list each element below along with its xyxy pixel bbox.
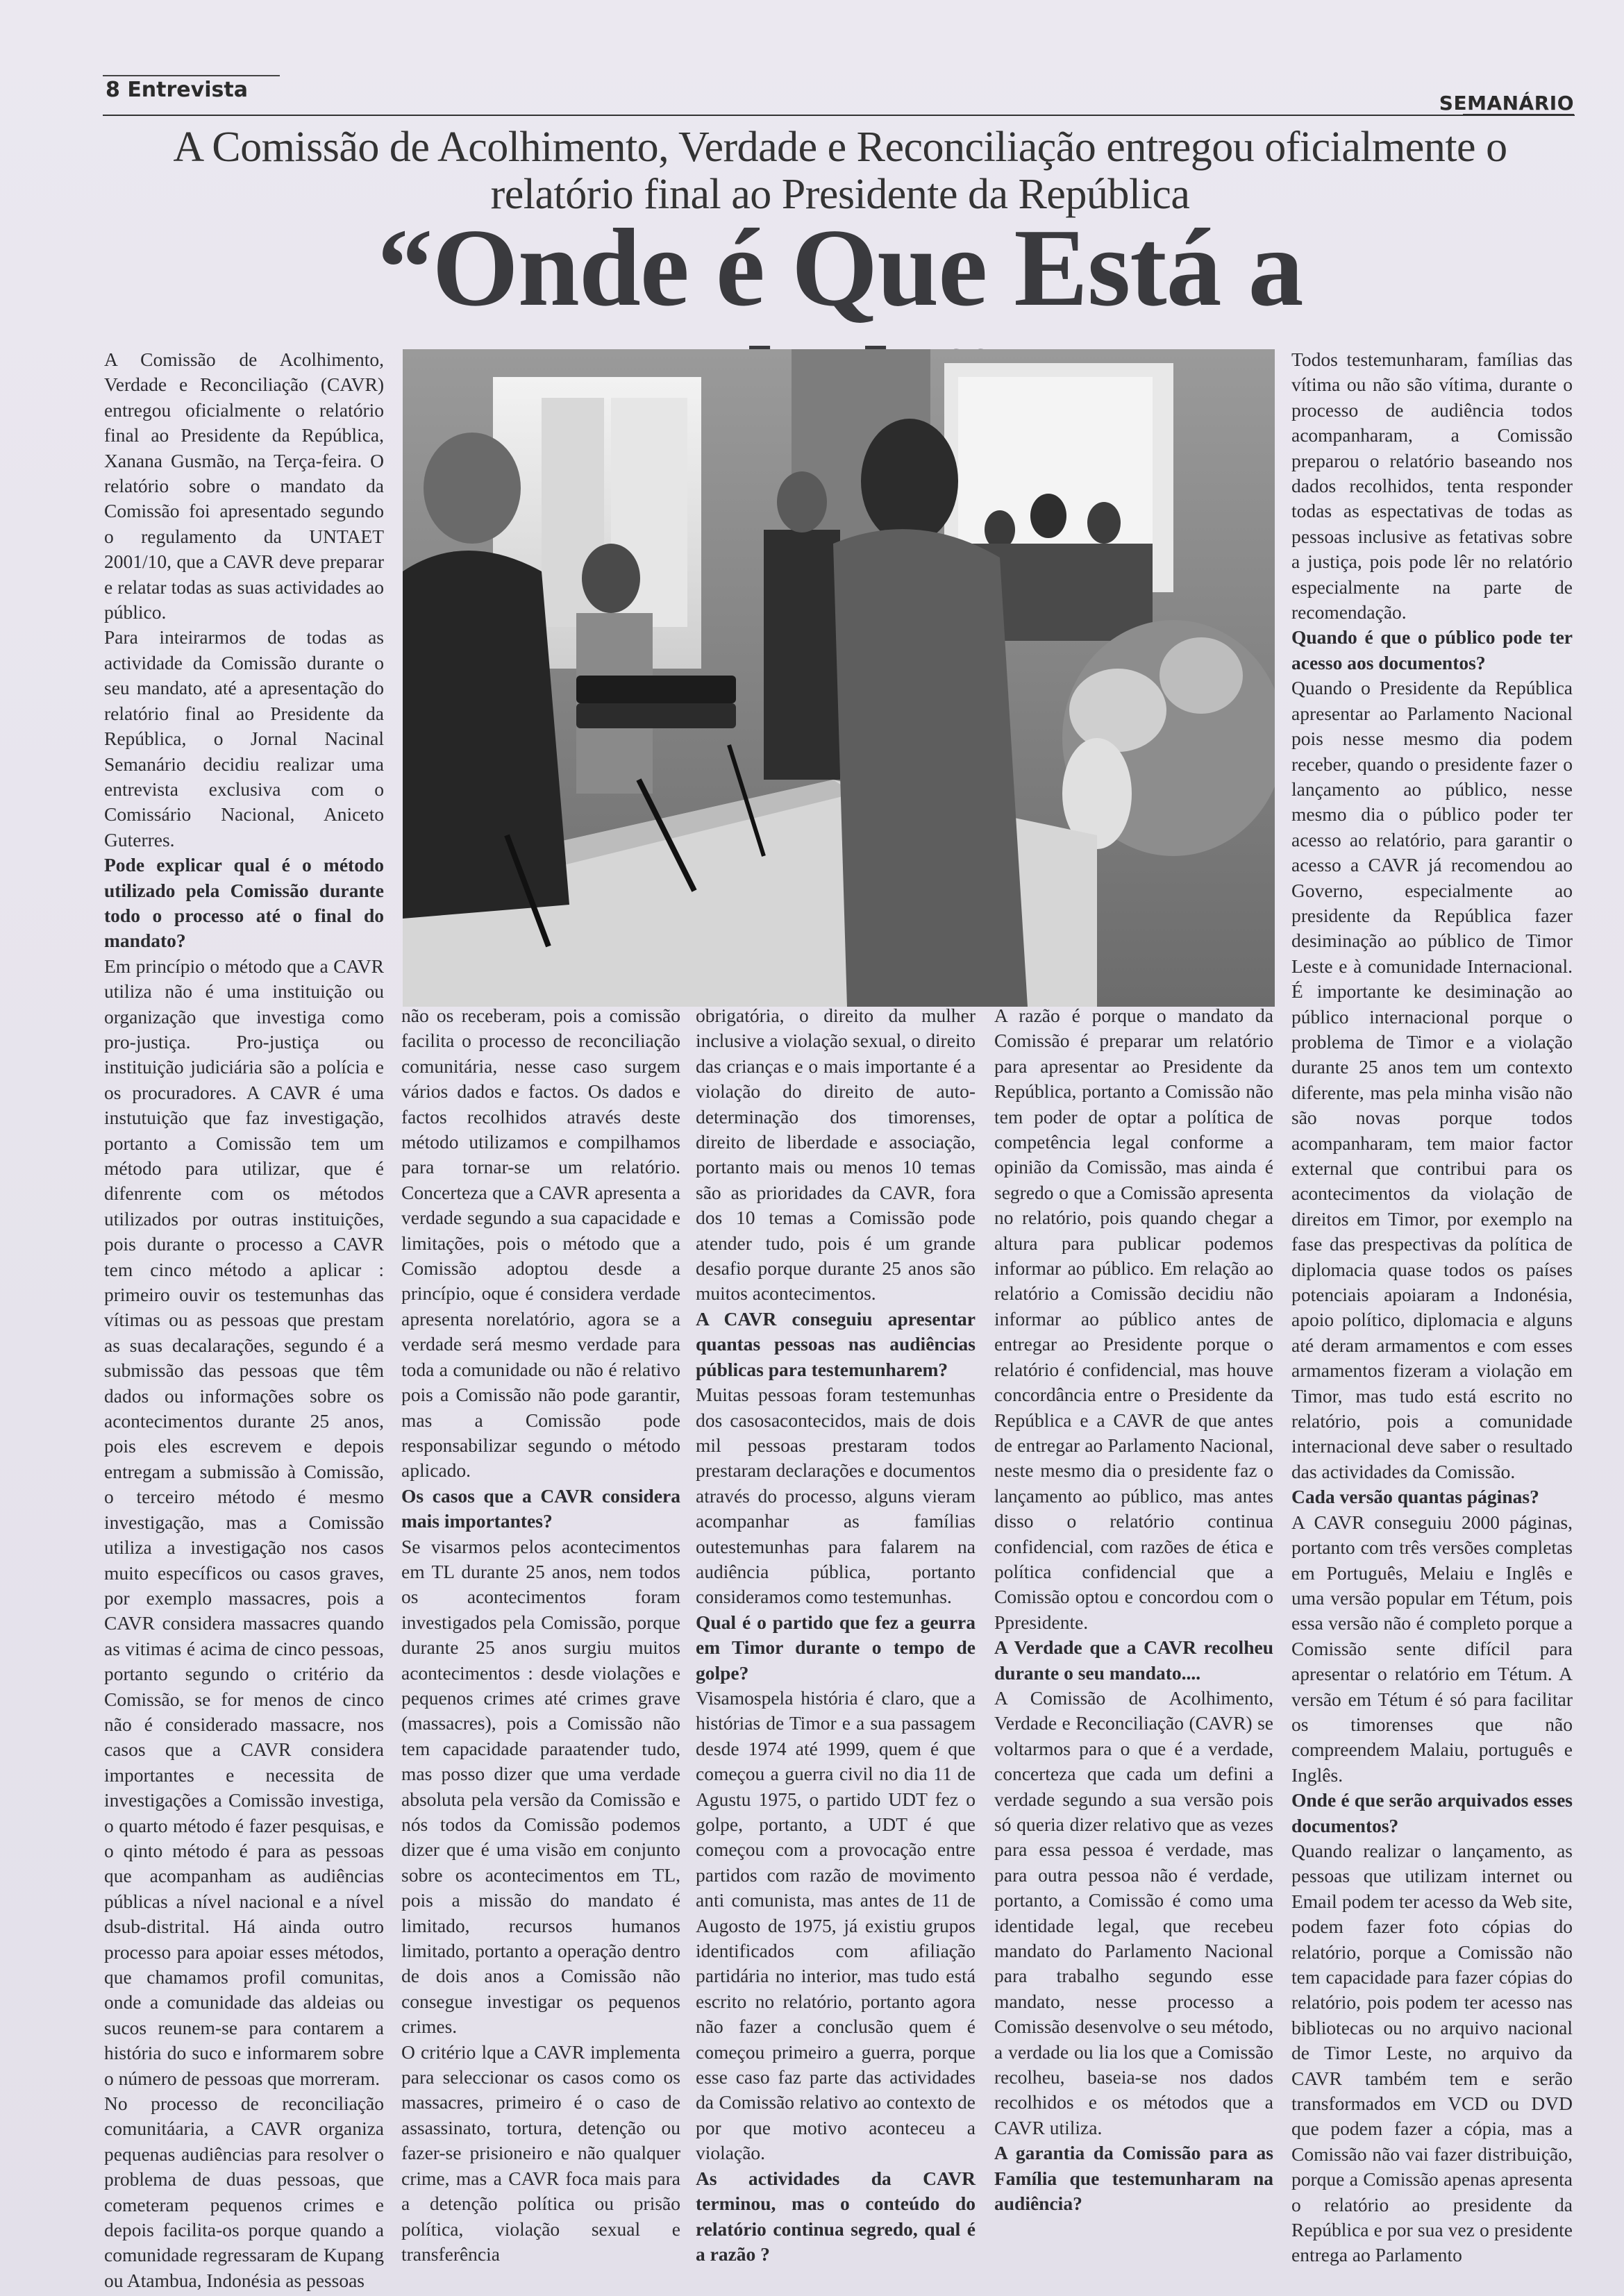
interview-question: Cada versão quantas páginas?: [1291, 1486, 1539, 1508]
header-divider-short: [103, 75, 280, 76]
article-column-5: [1291, 347, 1573, 2268]
article-column-4: [994, 1003, 1273, 2217]
article-paragraph: A razão é porque o mandato da Comissão é preparar um relatório para apresentar ao Presidente da República, portanto a Comissão não tem poder de optar a política de competência legal conforme a opinião da Comissão, mas ainda é segredo o que a Comissão apresenta no relatório, pois quando chegar a altura para publicar podemos informar ao público. Em relação ao relatório a Comissão decidiu não informar ao público antes de entregar ao Presidente porque o relatório é confidencial, mas houve concordância entre o Presidente da República e a CAVR de que antes de entregar ao Parlamento Nacional, neste mesmo dia o presidente faz o lançamento ao público, mas antes disso o relatório continua confidencial, com razões de ética e política confidencial que a Comissão optou e concordou com o Ppresidente.: [994, 1005, 1273, 1633]
article-column-1: [104, 347, 384, 2293]
interview-question: As actividades da CAVR terminou, mas o conteúdo do relatório continua segredo, qual é a razão ?: [696, 2167, 976, 2265]
interview-question: A Verdade que a CAVR recolheu durante o seu mandato....: [994, 1636, 1273, 1684]
article-paragraph: A Comissão de Acolhimento, Verdade e Reconciliação (CAVR) se voltarmos para o que é a verdade, concerteza que cada um defini a verdade segundo a sua versão pois só queria dizer relativo que as vezes para essa pessoa é verdade, mas para outra pessoa não é verdade, portanto, a Comissão é como uma identidade legal, que recebeu mandato do Parlamento Nacional para trabalho segundo esse mandato, nesse processo a Comissão desenvolve o seu método, a verdade ou lia los que a Comissão recolheu, baseia-se nos dados recolhidos e os métodos que a CAVR utiliza.: [994, 1686, 1273, 2138]
ceremony-photo: [403, 349, 1275, 1007]
article-paragraph: não os receberam, pois a comissão facilita o processo de reconciliação comunitária, nesse caso surgem vários dados e factos. Os dados e factos recolhidos através deste método utilizamos e compilhamos para tornar-se um relatório. Concerteza que a CAVR apresenta a verdade segundo a sua capacidade e limitações, pois o método que a Comissão adoptou desde a princípio, oque é considera verdade apresenta norelatório, agora se a verdade será mesmo verdade para toda a comunidade ou não é relativo pois a Comissão não pode garantir, mas a Comissão pode responsabilizar segundo o método aplicado.: [401, 1005, 680, 1482]
subheadline: A Comissão de Acolhimento, Verdade e Reconciliação entregou oficialmente o relatório final ao Presidente da República: [173, 124, 1507, 218]
article-column-2: [401, 1003, 680, 2267]
masthead: SEMANÁRIO: [1439, 92, 1574, 115]
article-paragraph: Em princípio o método que a CAVR utiliza não é uma instituição ou organização que investiga como pro-justiça. Pro-justiça ou instituição judiciária são a polícia e os procuradores. A CAVR é uma instutuição que faz investigação, portanto a Comissão tem um método para utilizar, que é difenrente com os métodos utilizados por outras instituições, pois durante o processo a CAVR tem cinco método a aplicar : primeiro ouvir os testemunhas das vítimas ou as pessoas que prestam as suas decalarações, segundo é a submissão das pessoas que têm dados ou informações sobre os acontecimentos durante 25 anos, pois eles escrevem e depois entregam a submissão à Comissão, o terceiro método é mesmo investigação, mas a Comissão utiliza a investigação nos casos muito específicos ou casos graves, por exemplo massacres, pois a CAVR considera massacres quando as vitimas é acima de cinco pessoas, portanto segundo o critério da Comissão, se for menos de cinco não é considerado massacre, nos casos que a CAVR considera importantes e necessita de investigações a Comissão investiga, o quarto método é fazer pesquisas, e o qinto método é para as pessoas que acompanham as audiências públicas a nível nacional e a nível dsub-distrital. Há ainda outro processo para apoiar esses métodos, que chamamos profil comunitas, onde a comunidade das aldeias ou sucos reunem-se para contarem a história do suco e informarem sobre o número de pessoas que morreram.: [104, 955, 384, 2089]
interview-question: Quando é que o público pode ter acesso aos documentos?: [1291, 626, 1573, 673]
article-paragraph: No processo de reconciliação comunitáaria, a CAVR organiza pequenas audiências para resolver o problema de duas pessoas, que cometeram pequenos crimes e depois facilita-os porque quando a comunidade regressaram de Kupang ou Atambua, Indonésia as pessoas: [104, 2093, 384, 2291]
header-rule: [103, 115, 1575, 116]
interview-question: Onde é que serão arquivados esses documentos?: [1291, 1789, 1573, 1836]
article-paragraph: A CAVR conseguiu 2000 páginas, portanto com três versões completas em Português, Melaiu e Inglês e uma versão popular em Tétum, pois essa versão não é completo porque a Comissão sente difícil para apresentar o relatório em Tétum. A versão em Tétum é só para facilitar os timorenses que não compreendem Malaiu, português e Inglês.: [1291, 1511, 1573, 1786]
interview-question: Qual é o partido que fez a geurra em Timor durante o tempo de golpe?: [696, 1611, 976, 1684]
interview-question: A CAVR conseguiu apresentar quantas pessoas nas audiências públicas para testemunharem?: [696, 1307, 976, 1380]
article-paragraph: Todos testemunharam, famílias das vítima ou não são vítima, durante o processo de audiência todos acompanharam, a Comissão preparou o relatório baseando nos dados recolhidos, tenta responder todas as espectativas de todas as pessoas inclusive as fetativas sobre a justiça, pois pode lêr no relatório especialmente na parte de recomendação.: [1291, 349, 1573, 623]
article-paragraph: Quando o Presidente da República apresentar ao Parlamento Nacional pois nesse mesmo dia podem receber, quando o presidente fazer o lançamento ao público, nesse mesmo dia o público poder ter acesso ao relatório, para garantir o acesso a CAVR já recomendou ao Governo, especialmente ao presidente da República fazer desiminação ao público de Timor Leste e à comunidade Internacional. É importante ke desiminação ao público internacional porque o problema de Timor e a violação durante 25 anos tem um contexto diferente, mas pela minha visão não são novas porque todos acompanharam, tem maior factor external que contribui para os acontecimentos da violação de direitos em Timor, por exemplo na fase das prespectivas da política de diplomacia quase todos os países potenciais apoiaram a Indonésia, apoio político, diplomacia e alguns até deram armamentos e com esses armamentos fizeram a violação em Timor, mas tudo está escrito no relatório, pois a comunidade internacional deve saber o resultado das actividades da Comissão.: [1291, 677, 1573, 1482]
interview-question: Pode explicar qual é o método utilizado pela Comissão durante todo o processo até o final do mandato?: [104, 854, 384, 952]
article-paragraph: A Comissão de Acolhimento, Verdade e Reconciliação (CAVR) entregou oficialmente o relatório final ao Presidente da República, Xanana Gusmão, na Terça-feira. O relatório sobre o mandato da Comissão foi apresentado segundo o regulamento da UNTAET 2001/10, que a CAVR deve preparar e relatar todas as suas actividades ao público.: [104, 349, 384, 623]
article-paragraph: obrigatória, o direito da mulher inclusive a violação sexual, o direito das crianças e o mais importante é a violação do direito de auto-determinação dos timorenses, direito de liberdade e associação, portanto mais ou menos 10 temas são as prioridades da CAVR, fora dos 10 temas a Comissão pode atender tudo, pois é um grande desafio porque durante 25 anos são muitos acontecimentos.: [696, 1005, 976, 1305]
article-paragraph: Quando realizar o lançamento, as pessoas que utilizam internet ou Email podem ter acesso da Web site, podem fazer foto cópias do relatório, porque a Comissão não tem capacidade para fazer cópias do relatório, pois podem ter acesso nas bibliotecas ou no arquivo nacional de Timor Leste, no arquivo da CAVR também tem e serão transformados em VCD ou DVD que podem fazer a cópia, mas a Comissão não vai fazer distribuição, porque a Comissão apenas apresenta o relatório ao presidente da República e por sua vez o presidente entrega ao Parlamento: [1291, 1839, 1573, 2266]
article-paragraph: O critério lque a CAVR implementa para seleccionar os casos como os massacres, primeiro é o caso de assassinato, tortura, detenção ou fazer-se prisioneiro e não qualquer crime, mas a CAVR foca mais para a detenção política ou prisão política, violação sexual e transferência: [401, 2041, 680, 2265]
article-paragraph: Muitas pessoas foram testemunhas dos casosacontecidos, mais de dois mil pessoas prestaram todos prestaram declarações e documentos através do processo, alguns vieram acompanhar as famílias outestemunhas para falarem na audiência pública, portanto consideramos como testemunhas.: [696, 1384, 976, 1608]
article-column-3: [696, 1003, 976, 2267]
interview-question: Os casos que a CAVR considera mais importantes?: [401, 1484, 680, 1532]
interview-question: A garantia da Comissão para as Família que testemunharam na audiência?: [994, 2142, 1273, 2215]
headline: “Onde é Que Está a: [377, 206, 1303, 329]
article-paragraph: Para inteirarmos de todas as actividade da Comissão durante o seu mandato, até a apresentação do relatório final ao Presidente da República, o Jornal Nacinal Semanário decidiu realizar uma entrevista exclusiva com o Comissário Nacional, Aniceto Guterres.: [104, 626, 384, 850]
article-paragraph: Se visarmos pelos acontecimentos em TL durante 25 anos, nem todos os acontecimentos foram investigados pela Comissão, porque durante 25 anos surgiu muitos acontecimentos : desde violações e pequenos crimes até crimes grave (massacres), pois a Comissão não tem capacidade paraatender tudo, mas posso dizer que uma verdade absoluta pela versão da Comissão e nós todos da Comissão podemos dizer que é uma visão em conjunto sobre os acontecimentos em TL, pois a missão do mandato é limitado, recursos humanos limitado, portanto a operação dentro de dois anos a Comissão não consegue investigar os pequenos crimes.: [401, 1535, 680, 2038]
article-paragraph: Visamospela história é claro, que a histórias de Timor e a sua passagem desde 1974 até 1999, quem é que começou a guerra civil no dia 11 de Agustu 1975, o partido UDT fez o golpe, portanto, a UDT é que começou com a provocação entre partidos com razão de movimento anti comunista, mas antes de 11 de Augosto de 1975, já existiu grupos identificados com afiliação partidária no interior, mas tudo está escrito no relatório, portanto agora não fazer a conclusão quem é começou primeiro a guerra, porque esse caso faz parte das actividades da Comissão relativo ao contexto de por que motivo aconteceu a violação.: [696, 1686, 976, 2164]
section-label: 8 Entrevista: [106, 78, 248, 102]
